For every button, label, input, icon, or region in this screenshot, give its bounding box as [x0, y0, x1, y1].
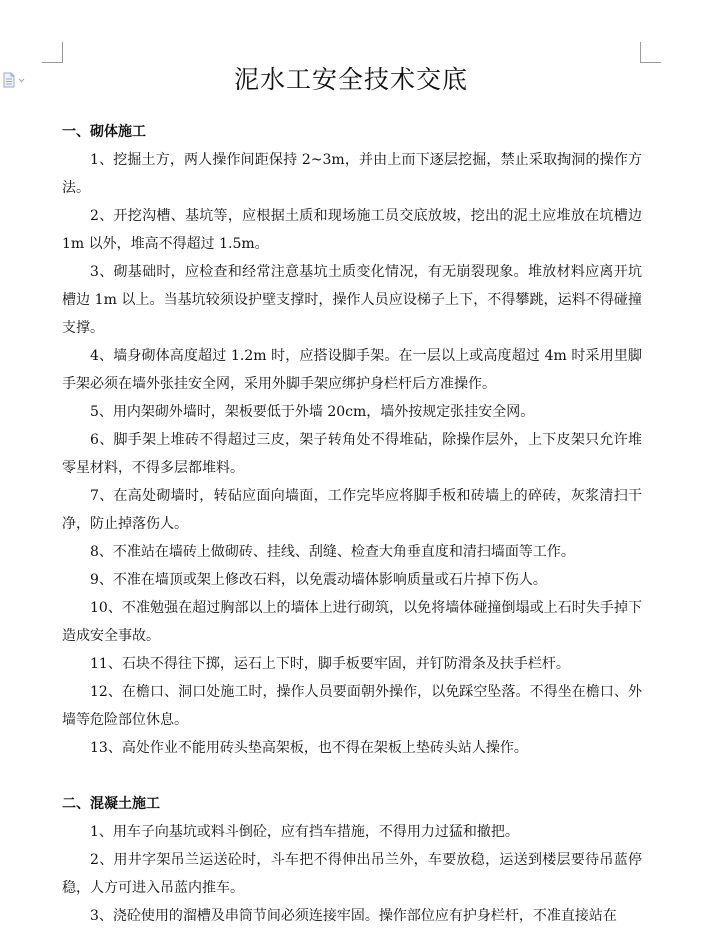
section-heading: 二、混凝土施工	[62, 796, 160, 812]
list-item: 8、不准站在墙砖上做砌砖、挂线、刮缝、检查大角垂直度和清扫墙面等工作。	[90, 544, 575, 560]
list-item: 13、高处作业不能用砖头垫高架板，也不得在架板上垫砖头站人操作。	[90, 740, 528, 756]
list-item: 2、用井字架吊兰运送砼时，斗车把不得伸出吊兰外，车要放稳，运送到楼层要待吊蓝停稳，人方可进入吊蓝内推车。	[62, 852, 642, 896]
list-item: 1、用车子向基坑或料斗倒砼，应有挡车措施，不得用力过猛和撤把。	[90, 824, 519, 840]
list-item: 4、墙身砌体高度超过 1.2m 时，应搭设脚手架。在一层以上或高度超过 4m 时采用里脚手架必须在墙外张挂安全网，采用外脚手架应绑护身栏杆后方准操作。	[62, 348, 642, 392]
list-item: 3、砌基础时，应检查和经常注意基坑土质变化情况，有无崩裂现象。堆放材料应离开坑槽边 1m 以上。当基坑较须设护壁支撑时，操作人员应设梯子上下，不得攀跳，运料不得碰撞支撑。	[62, 264, 642, 336]
list-item: 6、脚手架上堆砖不得超过三皮，架子转角处不得堆砧，除操作层外，上下皮架只允许堆零星材料，不得多层都堆料。	[62, 432, 642, 476]
list-item: 9、不准在墙顶或架上修改石料，以免震动墙体影响质量或石片掉下伤人。	[90, 572, 547, 588]
document-title: 泥水工安全技术交底	[233, 65, 468, 94]
section-heading: 一、砌体施工	[62, 124, 146, 140]
section-concrete	[62, 790, 642, 930]
list-item: 1、挖掘土方，两人操作间距保持 2~3m，并由上而下逐层挖掘，禁止采取掏洞的操作方法。	[62, 152, 642, 196]
list-item: 10、不准勉强在超过胸部以上的墙体上进行砌筑，以免将墙体碰撞倒塌或上石时失手掉下造成安全事故。	[62, 600, 642, 644]
document-body	[62, 118, 642, 930]
list-item: 11、石块不得往下掷，运石上下时，脚手板要牢固，并钉防滑条及扶手栏杆。	[90, 656, 570, 672]
section-masonry	[62, 118, 642, 762]
list-item: 12、在檐口、洞口处施工时，操作人员要面朝外操作，以免踩空坠落。不得坐在檐口、外墙等危险部位休息。	[62, 684, 642, 728]
list-item: 3、浇砼使用的溜槽及串筒节间必须连接牢固。操作部位应有护身栏杆，不准直接站在	[90, 908, 617, 924]
list-item: 7、在高处砌墙时，转砧应面向墙面，工作完毕应将脚手板和砖墙上的碎砖，灰浆清扫干净，防止掉落伤人。	[62, 488, 642, 532]
list-item: 2、开挖沟槽、基坑等，应根据土质和现场施工员交底放坡，挖出的泥土应堆放在坑槽边 1m 以外，堆高不得超过 1.5m。	[62, 208, 642, 252]
list-item: 5、用内架砌外墙时，架板要低于外墙 20cm，墙外按规定张挂安全网。	[90, 404, 535, 420]
